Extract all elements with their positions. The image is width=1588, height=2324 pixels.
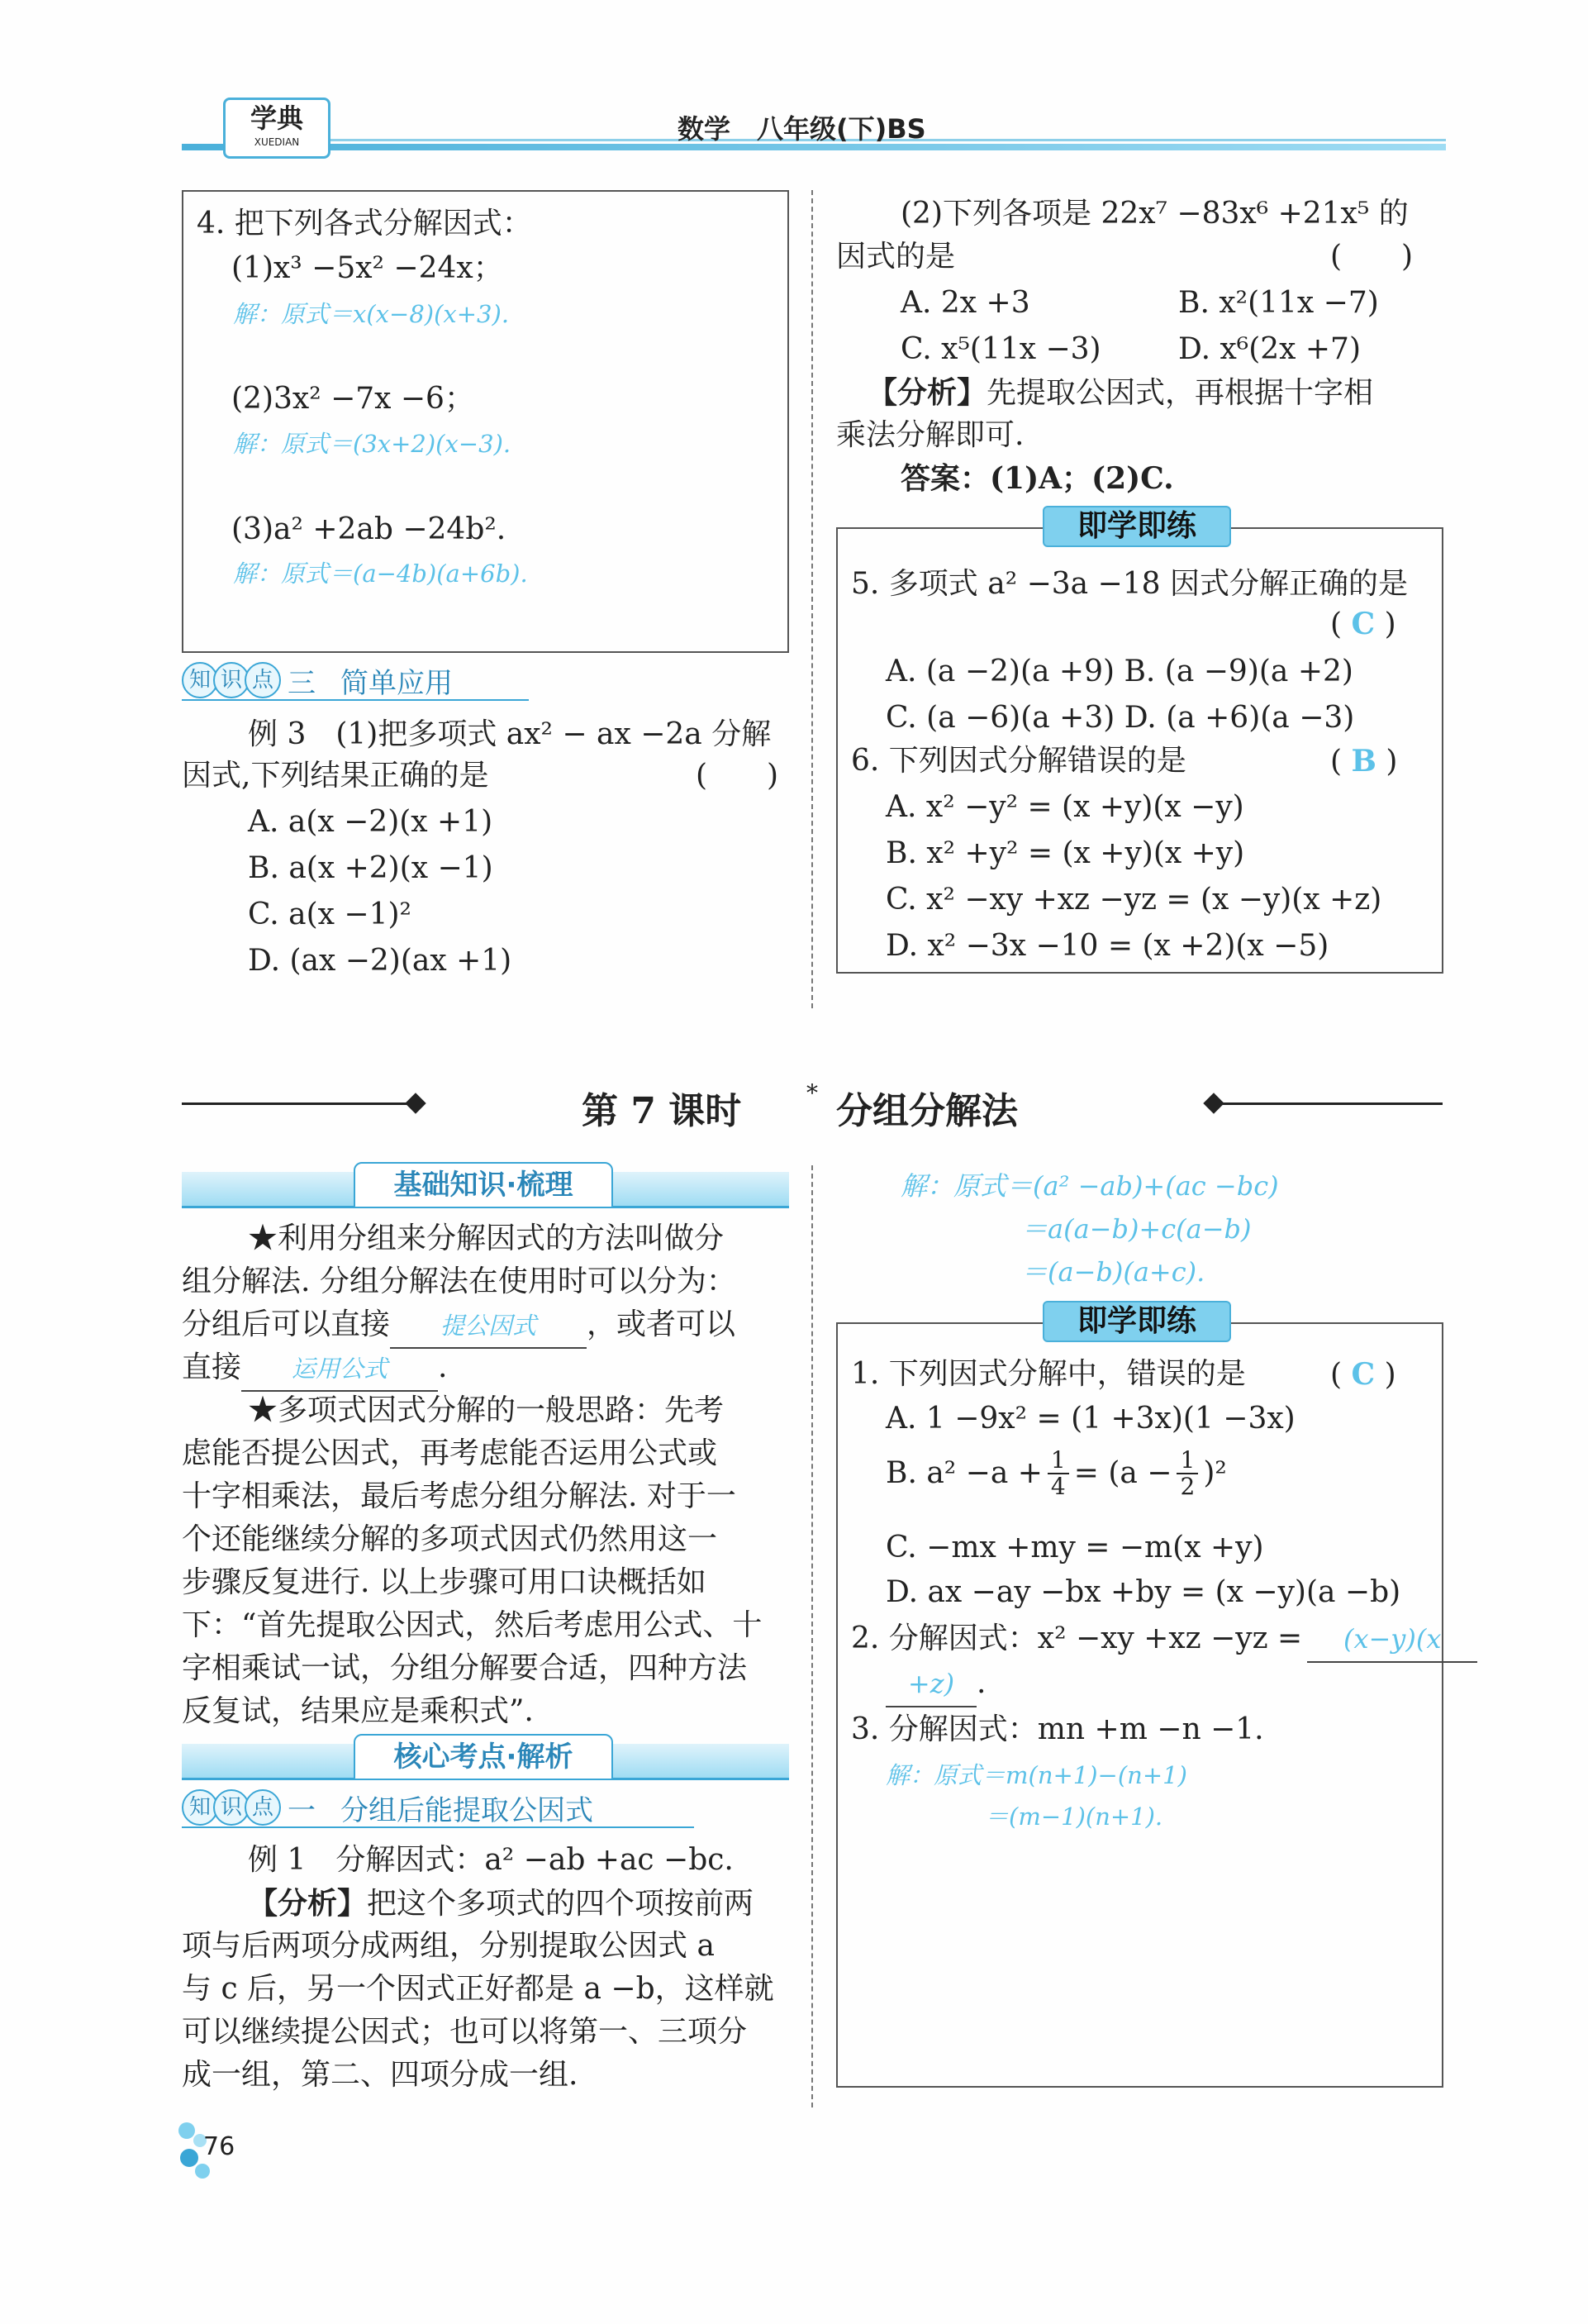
core-label: 核心考点·解析 xyxy=(354,1734,613,1780)
p1-option-b xyxy=(886,1448,1227,1499)
ex3-line2: 因式,下列结果正确的是 xyxy=(182,759,489,793)
p2-blank-2 xyxy=(886,1661,977,1707)
column-divider-top xyxy=(811,190,813,1008)
q6-text: 6. 下列因式分解错误的是 xyxy=(851,744,1186,778)
ex1-analysis-text1: 把这个多项式的四个项按前两 xyxy=(367,1887,754,1921)
kp-char-1: 知 xyxy=(182,662,218,698)
ex3-analysis-line1 xyxy=(868,370,1373,416)
q6-option-d: D. x² −3x −10 = (x +2)(x −5) xyxy=(886,929,1329,963)
ex1-solution-line2: ＝a(a−b)+c(a−b) xyxy=(1021,1213,1252,1245)
basics-p11: 字相乘试一试，分组分解要合适，四种方法 xyxy=(182,1651,748,1685)
p2-question: 2. 分解因式：x² −xy +xz −yz = xyxy=(851,1622,1303,1655)
kp-number: 三 xyxy=(288,666,316,700)
q4-part1: (1)x³ −5x² −24x； xyxy=(231,251,503,285)
basics-blank-1 xyxy=(390,1302,587,1349)
basics-p4 xyxy=(182,1345,447,1392)
lesson-rule-left xyxy=(182,1102,421,1105)
analysis-label: 【分析】 xyxy=(868,375,987,410)
logo-text: 学典 xyxy=(250,102,303,134)
basics-p3b: ，或者可以 xyxy=(587,1307,736,1341)
lesson-title-a: 第 7 课时 xyxy=(582,1090,742,1132)
p1-b-frac2-num: 1 xyxy=(1177,1448,1198,1474)
hex-dot-3 xyxy=(180,2149,198,2167)
p1-b-frac1-num: 1 xyxy=(1048,1448,1069,1474)
practice-label-1: 即学即练 xyxy=(1043,506,1231,547)
p3-answer-line1: 解：原式＝m(n+1)−(n+1) xyxy=(886,1761,1187,1789)
p1-b-frac2-den: 2 xyxy=(1180,1473,1196,1500)
ex1-analysis-line4: 可以继续提公因式；也可以将第一、三项分 xyxy=(182,2015,748,2049)
p1-b-post: )² xyxy=(1203,1456,1227,1490)
ex1-analysis-line2: 项与后两项分成两组，分别提取公因式 a xyxy=(182,1929,715,1963)
basics-p1: ★利用分组来分解因式的方法叫做分 xyxy=(248,1222,725,1255)
p1-answer: C xyxy=(1351,1357,1376,1392)
q5-answer: C xyxy=(1351,607,1376,641)
q5-options-cd: C. (a −6)(a +3) D. (a +6)(a −3) xyxy=(886,701,1355,735)
analysis-text1: 先提取公因式，再根据十字相 xyxy=(987,376,1374,410)
lesson-rule-left-diamond xyxy=(405,1093,426,1113)
kp1-char-3: 点 xyxy=(245,1789,281,1826)
page-number: 76 xyxy=(203,2132,235,2161)
ex3-option-d: D. (ax −2)(ax +1) xyxy=(248,944,512,978)
p1-text: 1. 下列因式分解中，错误的是 xyxy=(851,1357,1246,1391)
q4-part3-answer: 解：原式＝(a−4b)(a+6b). xyxy=(233,560,528,588)
kp-title: 简单应用 xyxy=(340,666,453,700)
hex-dot-4 xyxy=(195,2164,210,2179)
lesson-title-b: 分组分解法 xyxy=(836,1090,1018,1132)
p2-end: . xyxy=(977,1666,987,1700)
kp1-char-1: 知 xyxy=(182,1789,218,1826)
p1-b-frac2 xyxy=(1177,1448,1198,1499)
basics-p4a: 直接 xyxy=(182,1350,242,1384)
ex3-part2-paren: ( ) xyxy=(1330,240,1414,274)
p3-text: 3. 分解因式：mn +m −n −1. xyxy=(851,1712,1264,1746)
ex3-part2-line1: (2)下列各项是 22x⁷ −83x⁶ +21x⁵ 的 xyxy=(901,197,1409,231)
q4-part2: (2)3x² −7x −6； xyxy=(231,382,474,416)
ex3-part2-option-b: B. x²(11x −7) xyxy=(1178,286,1379,320)
ex3-part2-option-c: C. x⁵(11x −3) xyxy=(901,332,1101,366)
kp1-title: 分组后能提取公因式 xyxy=(340,1793,593,1827)
header-subject: 数学 八年级(下)BS xyxy=(678,113,926,145)
ex1-analysis-label: 【分析】 xyxy=(248,1886,368,1921)
basics-label: 基础知识·梳理 xyxy=(354,1162,613,1208)
p3-answer-line2: ＝(m−1)(n+1). xyxy=(985,1803,1163,1831)
practice-label-2: 即学即练 xyxy=(1043,1301,1231,1342)
basics-p10: 下：“首先提取公因式，然后考虑用公式、十 xyxy=(182,1608,763,1642)
q6-answer-paren: ( B ) xyxy=(1330,744,1398,779)
q6-answer: B xyxy=(1351,744,1376,779)
basics-blank-2 xyxy=(241,1345,438,1392)
basics-p8: 个还能继续分解的多项式因式仍然用这一 xyxy=(182,1522,718,1556)
ex1-solution-line3: ＝(a−b)(a+c). xyxy=(1021,1256,1205,1288)
basics-p2: 组分解法. 分组分解法在使用时可以分为： xyxy=(182,1264,736,1298)
ex3-option-b: B. a(x +2)(x −1) xyxy=(248,851,493,885)
basics-blank-2-text: 运用公式 xyxy=(292,1355,388,1383)
ex3-paren: ( ) xyxy=(696,759,779,793)
p1-option-d: D. ax −ay −bx +by = (x −y)(a −b) xyxy=(886,1575,1401,1609)
knowledge-point-1 xyxy=(182,1788,694,1828)
q4-part2-answer: 解：原式＝(3x+2)(x−3). xyxy=(233,430,511,458)
basics-p9: 步骤反复进行. 以上步骤可用口诀概括如 xyxy=(182,1565,706,1599)
p1-b-frac1-den: 4 xyxy=(1050,1473,1066,1500)
p2-blank-1-text: (x−y)(x xyxy=(1343,1623,1442,1655)
kp1-char-2: 识 xyxy=(213,1789,250,1826)
ex3-option-a: A. a(x −2)(x +1) xyxy=(248,805,493,839)
q6-option-a: A. x² −y² = (x +y)(x −y) xyxy=(886,790,1244,824)
basics-p12: 反复试，结果应是乘积式”. xyxy=(182,1694,534,1728)
lesson-rule-right xyxy=(1211,1102,1443,1105)
ex1-analysis-line3: 与 c 后，另一个因式正好都是 a −b，这样就 xyxy=(182,1972,774,2006)
p1-option-c: C. −mx +my = −m(x +y) xyxy=(886,1531,1264,1564)
basics-p6: 虑能否提公因式，再考虑能否运用公式或 xyxy=(182,1436,718,1470)
column-divider-bottom xyxy=(811,1165,813,2107)
kp-char-3: 点 xyxy=(245,662,281,698)
knowledge-point-3 xyxy=(182,661,529,701)
q6-option-c: C. x² −xy +xz −yz = (x −y)(x +z) xyxy=(886,883,1382,917)
p1-b-pre: B. a² −a + xyxy=(886,1456,1043,1490)
lesson-title-star: * xyxy=(806,1079,818,1107)
ex3-part2-line2: 因式的是 xyxy=(836,240,956,274)
q4-part1-answer: 解：原式＝x(x−8)(x+3). xyxy=(233,300,510,328)
hex-dot-1 xyxy=(178,2122,195,2139)
p1-b-mid: = (a − xyxy=(1073,1456,1172,1490)
basics-p7: 十字相乘法，最后考虑分组分解法. 对于一 xyxy=(182,1479,736,1513)
p1-option-a: A. 1 −9x² = (1 +3x)(1 −3x) xyxy=(886,1402,1296,1436)
p2-blank-1 xyxy=(1307,1617,1477,1663)
logo-subtext: XUEDIAN xyxy=(254,136,300,148)
ex3-analysis-line2: 乘法分解即可. xyxy=(836,418,1025,452)
q6-option-b: B. x² +y² = (x +y)(x +y) xyxy=(886,836,1245,870)
basics-p3 xyxy=(182,1302,735,1349)
ex3-option-c: C. a(x −1)² xyxy=(248,898,411,931)
ex3-part2-option-a: A. 2x +3 xyxy=(901,286,1030,320)
basics-blank-1-text: 提公因式 xyxy=(440,1312,537,1340)
ex1-solution-line1: 解：原式＝(a² −ab)+(ac −bc) xyxy=(901,1170,1279,1202)
ex3-line1: 例 3 (1)把多项式 ax² − ax −2a 分解 xyxy=(248,717,772,751)
logo xyxy=(223,98,330,159)
q5-options-ab: A. (a −2)(a +9) B. (a −9)(a +2) xyxy=(886,655,1353,688)
kp1-number: 一 xyxy=(288,1793,316,1827)
basics-p3a: 分组后可以直接 xyxy=(182,1307,391,1341)
p2-blank-2-text: +z) xyxy=(907,1668,955,1699)
ex1-line1: 例 1 分解因式：a² −ab +ac −bc. xyxy=(248,1843,734,1877)
q4-title: 4. 把下列各式分解因式： xyxy=(197,207,532,240)
p1-answer-paren: ( C ) xyxy=(1330,1357,1396,1392)
q5-text: 5. 多项式 a² −3a −18 因式分解正确的是 xyxy=(851,567,1408,601)
p2-text-cont xyxy=(886,1661,986,1707)
ex1-analysis-line1 xyxy=(248,1881,754,1926)
ex3-answer: 答案：(1)A；(2)C. xyxy=(901,461,1174,496)
kp-char-2: 识 xyxy=(213,662,250,698)
p2-text xyxy=(851,1617,1477,1663)
basics-p4b: . xyxy=(438,1350,448,1384)
q4-part3: (3)a² +2ab −24b². xyxy=(231,512,506,546)
p1-b-frac1 xyxy=(1048,1448,1069,1499)
ex3-part2-option-d: D. x⁶(2x +7) xyxy=(1178,332,1362,366)
ex1-analysis-line5: 成一组，第二、四项分成一组. xyxy=(182,2058,578,2092)
q5-answer-paren: ( C ) xyxy=(1330,607,1396,641)
basics-p5: ★多项式因式分解的一般思路：先考 xyxy=(248,1393,725,1427)
